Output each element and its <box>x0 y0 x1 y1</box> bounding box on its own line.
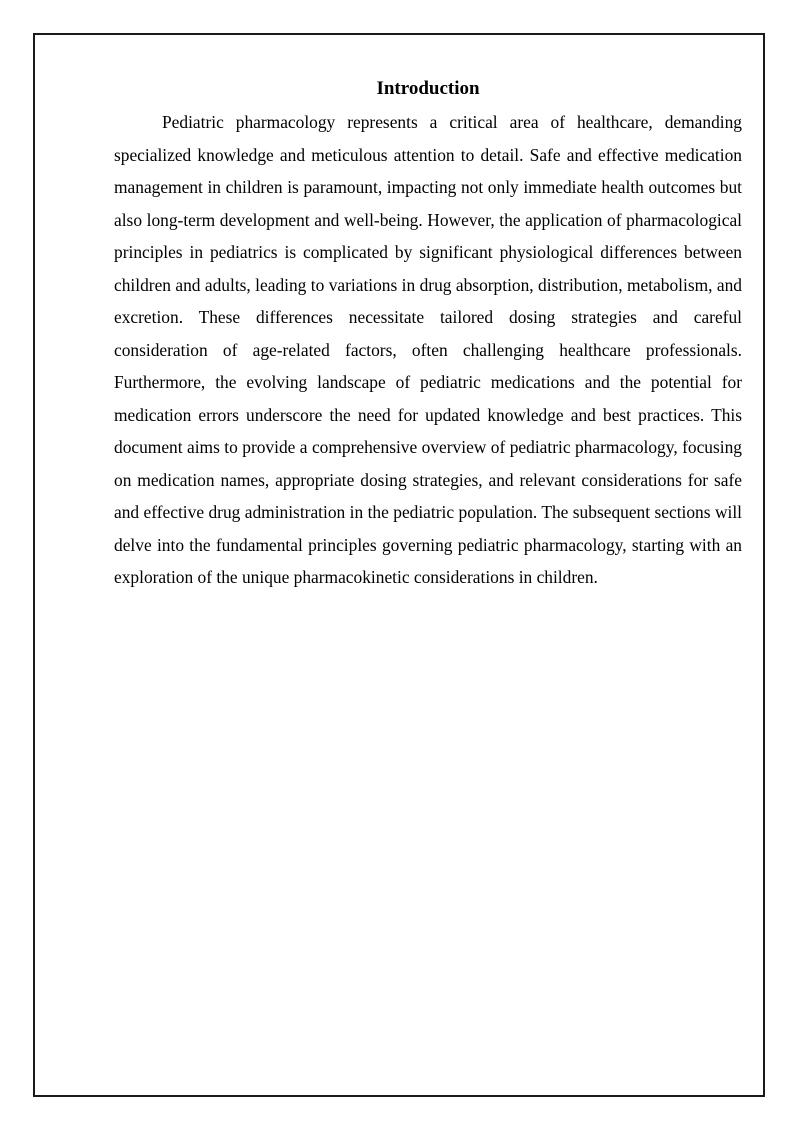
body-paragraph: Pediatric pharmacology represents a critical area of healthcare, demanding specialized knowledge and meticulous attention to detail. Safe and effective medication management in children is paramount, impacting not only immediate health outcomes but also long-term development and well-being. However, the application of pharmacological principles in pediatrics is complicated by significant physiological differences between children and adults, leading to variations in drug absorption, distribution, metabolism, and excretion. These differences necessitate tailored dosing strategies and careful consideration of age-related factors, often challenging healthcare professionals. Furthermore, the evolving landscape of pediatric medications and the potential for medication errors underscore the need for updated knowledge and best practices. This document aims to provide a comprehensive overview of pediatric pharmacology, focusing on medication names, appropriate dosing strategies, and relevant considerations for safe and effective drug administration in the pediatric population. The subsequent sections will delve into the fundamental principles governing pediatric pharmacology, starting with an exploration of the unique pharmacokinetic considerations in children. <box>114 112 742 587</box>
document-body <box>114 76 742 594</box>
section-heading: Introduction <box>376 78 480 99</box>
